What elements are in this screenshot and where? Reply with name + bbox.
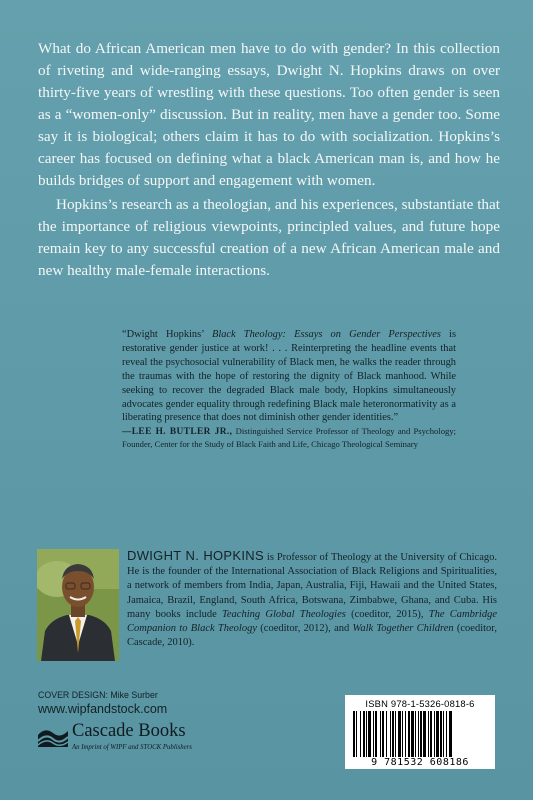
endorsement-quote <box>122 328 456 450</box>
quote-rest: is restorative gender justice at work! . . . Reinterpreting the headline events that reveal the psychosocial vulnerability of Black men, he walks the reader through the traumas with the hope of restoring the dignity of Black manhood. While seeking to recover the degraded Black male body, Hopkins simultaneously advocates gender equality through redefining Black male heteronormativity as a liberating presence that does not diminish other gender identities.” <box>122 329 456 424</box>
blurb-paragraph-1: What do African American men have to do with gender? In this collection of riveting and wide-ranging essays, Dwight N. Hopkins draws on over thirty-five years of wrestling with these questions. Too often gender is seen as a “women-only” discussion. But in reality, men have a gender too. Some say it is biological; others claim it has to do with socialization. Hopkins’s career has focused on defining what a black American man is, and how he builds bridges of support and engagement with women. <box>38 40 500 189</box>
bio-book-3: Walk Together Children <box>352 623 454 635</box>
barcode-digits: 9 781532 608186 <box>371 757 469 768</box>
bio-book-1: Teaching Global Theologies <box>222 608 346 620</box>
endorsement-attribution <box>122 425 456 450</box>
publisher-website[interactable]: www.wipfandstock.com <box>38 702 168 716</box>
author-photo <box>37 549 119 661</box>
isbn-barcode <box>345 695 495 769</box>
endorser-name: —LEE H. BUTLER JR., <box>122 427 233 438</box>
blurb-paragraph-2: Hopkins’s research as a theologian, and his experiences, substantiate that the importance of religious viewpoints, principled values, and future hope remain key to any successful creation of a new African American male and new healthy male-female interactions. <box>38 196 500 279</box>
bio-text-3: (coeditor, 2012), and <box>257 623 353 635</box>
endorser-affiliation: Distinguished Service Professor of Theology and Psychology; Founder, Center for the Study of Black Faith and Life, Chicago Theological Seminary <box>122 426 456 450</box>
bio-text-1: is Professor of Theology at the University of Chicago. He is the founder of the International Association of Black Religions and Spiritualities, a network of members from India, Japan, Australia, Fiji, Hawaii and the United States, Jamaica, Brazil, England, South Africa, Botswana, Zimbabwe, Ghana, and Cuba. His many books include <box>127 552 498 620</box>
author-bio <box>127 549 497 650</box>
quote-book-title: Black Theology: Essays on Gender Perspectives <box>212 329 441 340</box>
publisher-logo <box>38 721 238 761</box>
cover-design-credit: COVER DESIGN: Mike Surber <box>38 690 158 700</box>
endorsement-text <box>122 328 456 425</box>
author-name: DWIGHT N. HOPKINS <box>127 548 264 563</box>
publisher-name: Cascade Books <box>72 721 186 741</box>
publisher-tagline: An Imprint of WIPF and STOCK Publishers <box>72 744 192 751</box>
bio-book-2: The Cambridge Companion to Black Theology <box>127 608 497 635</box>
quote-open: “Dwight Hopkins’ <box>122 329 212 340</box>
bio-text-2: (coeditor, 2015), <box>345 608 429 620</box>
description-blurb <box>38 38 500 282</box>
bio-text-4: (coeditor, Cascade, 2010). <box>127 623 497 649</box>
isbn-label: ISBN 978-1-5326-0818-6 <box>365 698 475 709</box>
barcode-bars <box>353 711 487 757</box>
cascade-logo-icon <box>38 725 68 747</box>
